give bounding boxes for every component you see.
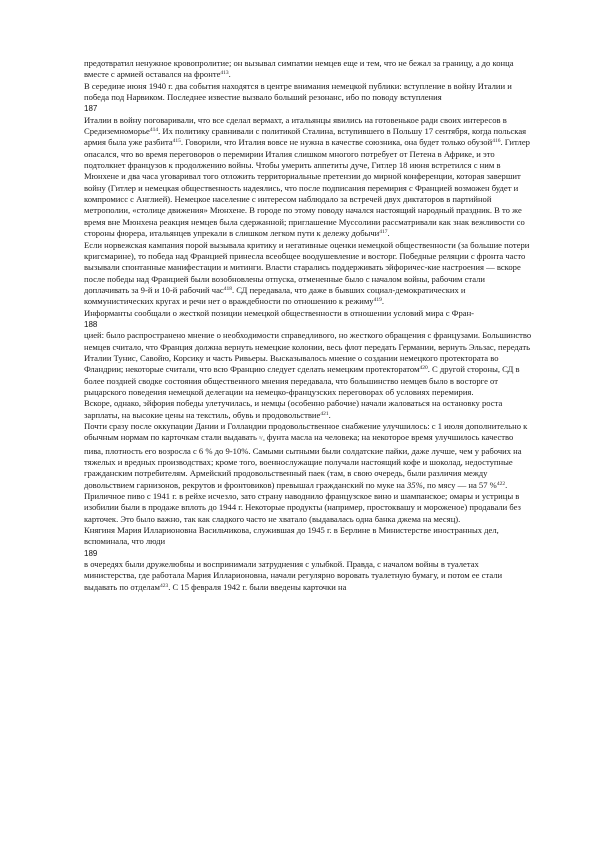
footnote-ref: 418 xyxy=(223,285,232,292)
footnote-ref: 415 xyxy=(172,138,181,145)
paragraph xyxy=(84,330,532,398)
footnote-ref: 422 xyxy=(496,480,506,487)
text-run: . xyxy=(228,69,231,80)
paragraph xyxy=(84,81,532,104)
text-run: . xyxy=(328,409,331,420)
text-run: по мясу — на 57 % xyxy=(424,479,497,490)
page-number: 188 xyxy=(84,319,98,329)
footnote-ref: 421 xyxy=(320,410,329,417)
italic-text: 35%, xyxy=(406,479,425,490)
text-run: . СД передавала, что даже в бывших социал-демократических и коммунистических кругах и речи нет о враждебности по отношению к режиму xyxy=(84,284,466,307)
text-run: Почти сразу после оккупации Дании и Голландии продовольственное снабжение улучшилось: с 1 июля дополнительно к обычным нормам по карточкам стали выдавать xyxy=(84,421,528,443)
text-run: Вскоре, однако, эйфория победы улетучилась, и немцы (особенно рабочие) начали жаловаться на остановку роста зарплаты, на высокие цены на текстиль, обувь и продовольствие xyxy=(84,398,503,420)
footnote-ref: 416 xyxy=(492,138,501,145)
text-run: В середине июня 1940 г. два события находятся в центре внимания немецкой публики: вступление в войну Италии и победа под Нарвиком. Последнее известие вызвало больший резонанс, ибо по поводу вступления xyxy=(84,80,512,103)
text-run: . С другой стороны, СД в более поздней сводке состояния общественного мнения передавала, что большинство немцев было в восторге от рыцарского поведения немецкой делегации на немецко-французских переговорах об условиях перемирия. xyxy=(84,364,520,397)
paragraph xyxy=(84,398,532,421)
document-page xyxy=(84,58,532,593)
text-run: Италии в войну поговаривали, что все сделал вермахт, а итальянцы явились на готовенькое ради своих интересов в Средиземноморье xyxy=(84,114,507,137)
fraction: ¹/₄ xyxy=(259,436,265,443)
footnote-ref: 413 xyxy=(220,70,229,77)
text-run: . Приличное пиво с 1941 г. в рейхе исчезло, зато страну наводнило французское вино и шампанское; омары и устрицы в изобилии были в продаже вплоть до 1944 г. Некоторые продукты (например, простоквашу и мороженое) продавали без карточек. Это было важно, так как сладкого часто не хватало (выдавалась одна банка джема на месяц). xyxy=(84,479,521,524)
paragraph xyxy=(84,308,532,319)
text-run: . С 15 февраля 1942 г. были введены карточки на xyxy=(168,581,347,592)
footnote-ref: 419 xyxy=(373,297,382,304)
footnote-ref: 414 xyxy=(149,127,159,134)
paragraph xyxy=(84,115,532,240)
text-run: предотвратил ненужное кровопролитие; он вызывал симпатии немцев еще и тем, что не бежал за границу, а до конца вместе с армией оставался на фронте xyxy=(84,58,514,80)
footnote-ref: 420 xyxy=(419,365,428,372)
text-run: . xyxy=(381,296,384,307)
text-run: Информанты сообщали о жесткой позиции немецкой общественности в отношении условий мира с Фран- xyxy=(84,307,475,318)
text-run: . Говорили, что Италия вовсе не нужна в качестве союзника, она будет только обузой xyxy=(180,137,493,148)
paragraph xyxy=(84,240,532,308)
text-run: . xyxy=(387,228,390,239)
page-number: 187 xyxy=(84,104,98,114)
footnote-ref: 417 xyxy=(379,229,388,236)
text-run: фунта масла на человека; на некоторое время улучшилось качество пива, плотность его возросла с 6 % до 9-10%. Самыми сытными были солдатские пайки, даже лучше, чем у рабочих на тяжелых и вредных производствах; кроме того, военнослужащие получали настоящий кофе и шоколад, недоступные гражданским потребителям. Армейский продовольственный паек (там, в свою очередь, были различия между довольствием гарнизонов, рекрутов и фронтовиков) превышал гражданский по муке на xyxy=(84,432,522,490)
text-run: цией: было распространено мнение о необходимости справедливого, но жесткого обращения с французами. Большинство немцев считало, что Франция должна вернуть немецкие колонии, весь флот передать Германии, вернуть Эльзас, передать Италии Тунис, Савойю, Корсику и часть Ривьеры. Высказывалось мнение о создании немецкого протектората во Фландрии; некоторые считали, что всю Францию следует сделать немецким протекторатом xyxy=(84,330,532,375)
footnote-ref: 423 xyxy=(159,582,169,589)
text-run: в очередях были дружелюбны и воспринимали затруднения с улыбкой. Правда, с началом войны в туалетах министерства, где работала Мария Илларионовна, начали регулярно воровать туалетную бумагу, и потом ее стали выдавать по отделам xyxy=(84,559,503,592)
page-number: 189 xyxy=(84,548,98,558)
paragraph xyxy=(84,525,532,548)
paragraph xyxy=(84,58,532,81)
text-run: Если норвежская кампания порой вызывала критику и негативные оценки немецкой общественности (за большие потери кригсмарине), то победа над Францией принесла всеобщее воодушевление и восторг. Победные реляции с фронта часто вызывали спонтанные манифестации и митинги. Власти старались поддерживать эйфоричес-кие настроения — вскоре после победы над Францией были возобновлены отпуска, отмененные было с началом войны, рабочим стали доплачивать за 9-й и 10-й рабочий час xyxy=(84,239,530,295)
paragraph xyxy=(84,421,532,525)
paragraph xyxy=(84,559,532,593)
text-run: . Их политику сравнивали с политикой Сталина, вступившего в Польшу 17 сентября, когда польская армия была уже разбита xyxy=(84,126,527,148)
text-run: . Гитлер опасался, что во время переговоров о перемирии Италия слишком многого потребует от Петена в Африке, и это подтолкнет французов к продолжению войны. Чтобы умерить аппетиты дуче, Гитлер 18 июня встретился с ним в Мюнхене и два часа уговаривал того отложить территориальные претензии до мирной конференции, которая завершит войну (Гитлер и немецкая общественность надеялись, что после подписания перемирия с Францией возможен будет и компромисс с Англией). Немецкое население с интересом наблюдало за встречей двух диктаторов в партийной метрополии, «столице движения» Мюнхене. В городе по этому поводу начался настоящий народный праздник. В то же время вне Мюнхена реакция немцев была сдержанной; приглашение Муссолини рассматривали как знак вежливости со стороны фюрера, итальянцев упрекали в слишком легком пути к дележу добычи xyxy=(84,137,530,239)
text-run: Княгиня Мария Илларионовна Васильчикова, служившая до 1945 г. в Берлине в Министерстве иностранных дел, вспоминала, что люди xyxy=(84,525,499,547)
